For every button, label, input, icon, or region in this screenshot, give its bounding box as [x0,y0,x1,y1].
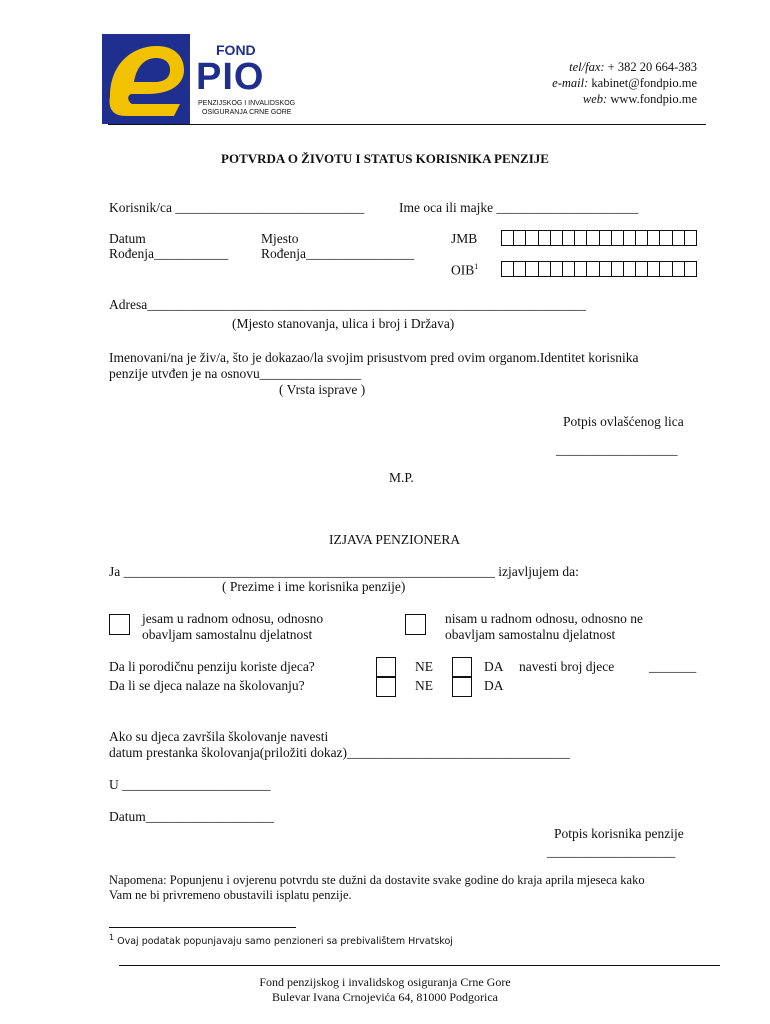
datum-field: Datum___________________ [109,809,274,824]
mjesto-u-field: U ______________________ [109,777,271,792]
logo-sub-line1: PENZIJSKOG I INVALIDSKOG [198,100,296,107]
fond-pio-logo [102,34,296,124]
jesam-checkbox[interactable] [109,614,130,635]
ime-oca-field: Ime oca ili majke _____________________ [399,200,639,215]
statement-line1: Imenovani/na je živ/a, što je dokazao/la svojim prisustvom pred ovim organom.Identitet korisnika [109,350,639,365]
page-title: POTVRDA O ŽIVOTU I STATUS KORISNIKA PENZIJE [221,151,549,166]
contact-block [552,59,697,107]
logo-brand-top: FOND [216,42,256,58]
q1-da-label: DA [484,659,504,674]
question-porodicna: Da li porodičnu penziju koriste djeca? [109,659,315,674]
potpis-korisnika-label: Potpis korisnika penzije [554,826,684,841]
datum-label: Datum [109,231,146,246]
contact-web: web: www.fondpio.me [582,92,697,106]
jmb-cells[interactable] [501,230,697,246]
footnote-divider [109,927,296,928]
navesti-broj-line: _______ [649,659,697,674]
q2-da-label: DA [484,678,504,693]
q1-da-checkbox[interactable] [452,657,472,677]
napomena-line2: Vam ne bi privremeno obustavili isplatu penzije. [109,888,352,902]
ja-field: Ja _______________________________________________________ izjavljujem da: [109,564,579,579]
oib-label: OIB$^1$ [451,262,479,278]
q2-ne-checkbox[interactable] [376,677,396,697]
skolovanje-line1: Ako su djeca završila školovanje navesti [109,729,329,744]
logo-brand-main: PIO [196,56,265,98]
napomena-line1: Napomena: Popunjenu i ovjerenu potvrdu ste dužni da dostavite svake godine do kraja aprila mjeseca kako [109,873,645,887]
q1-ne-checkbox[interactable] [376,657,396,677]
footer-divider [119,965,720,966]
header-divider [108,124,706,125]
q1-ne-label: NE [415,659,433,674]
logo-sub-line2: OSIGURANJA CRNE GORE [202,109,292,116]
nisam-label-line1: nisam u radnom odnosu, odnosno ne [445,611,643,626]
skolovanje-line2: datum prestanka školovanja(priložiti dokaz)_________________________________ [109,745,570,760]
korisnik-field: Korisnik/ca ____________________________ [109,200,365,215]
oib-footnote-ref: 1 [474,262,479,271]
footnote: $^1$ Ovaj podatak popunjavaju samo penzioneri sa prebivalištem Hrvatskoj [109,933,453,948]
izjava-title: IZJAVA PENZIONERA [329,532,461,547]
ja-hint: ( Prezime i ime korisnika penzije) [222,579,406,594]
potpis-ovlascenog-label: Potpis ovlašćenog lica [563,414,684,429]
footer-line2: Bulevar Ivana Crnojevića 64, 81000 Podgorica [272,990,498,1004]
vrsta-isprave-hint: ( Vrsta isprave ) [279,382,366,397]
mjesto-rodjenja-field: Rođenja________________ [261,246,414,261]
jesam-label-line1: jesam u radnom odnosu, odnosno [142,611,324,626]
navesti-broj-label: navesti broj djece [519,659,615,674]
q2-ne-label: NE [415,678,433,693]
contact-tel: tel/fax: + 382 20 664-383 [569,60,697,74]
datum-rodjenja-field: Rođenja___________ [109,246,229,261]
jesam-label-line2: obavljam samostalnu djelatnost [142,627,313,642]
nisam-label-line2: obavljam samostalnu djelatnost [445,627,616,642]
footer-line1: Fond penzijskog i invalidskog osiguranja Crne Gore [259,975,511,989]
potpis-ovlascenog-line: __________________ [556,442,678,457]
question-skolovanje: Da li se djeca nalaze na školovanju? [109,678,305,693]
contact-email: e-mail: kabinet@fondpio.me [552,76,697,90]
nisam-checkbox[interactable] [405,614,426,635]
q2-da-checkbox[interactable] [452,677,472,697]
statement-line2: penzije utvđen je na osnovu_______________ [109,366,361,381]
mp-label: M.P. [389,470,414,485]
jmb-label: JMB [451,231,478,246]
adresa-field: Adresa_________________________________________________________________ [109,297,586,312]
oib-cells[interactable] [501,261,697,277]
adresa-hint: (Mjesto stanovanja, ulica i broj i Država) [232,316,455,331]
mjesto-label: Mjesto [261,231,299,246]
potpis-korisnika-line: ___________________ [547,844,676,859]
